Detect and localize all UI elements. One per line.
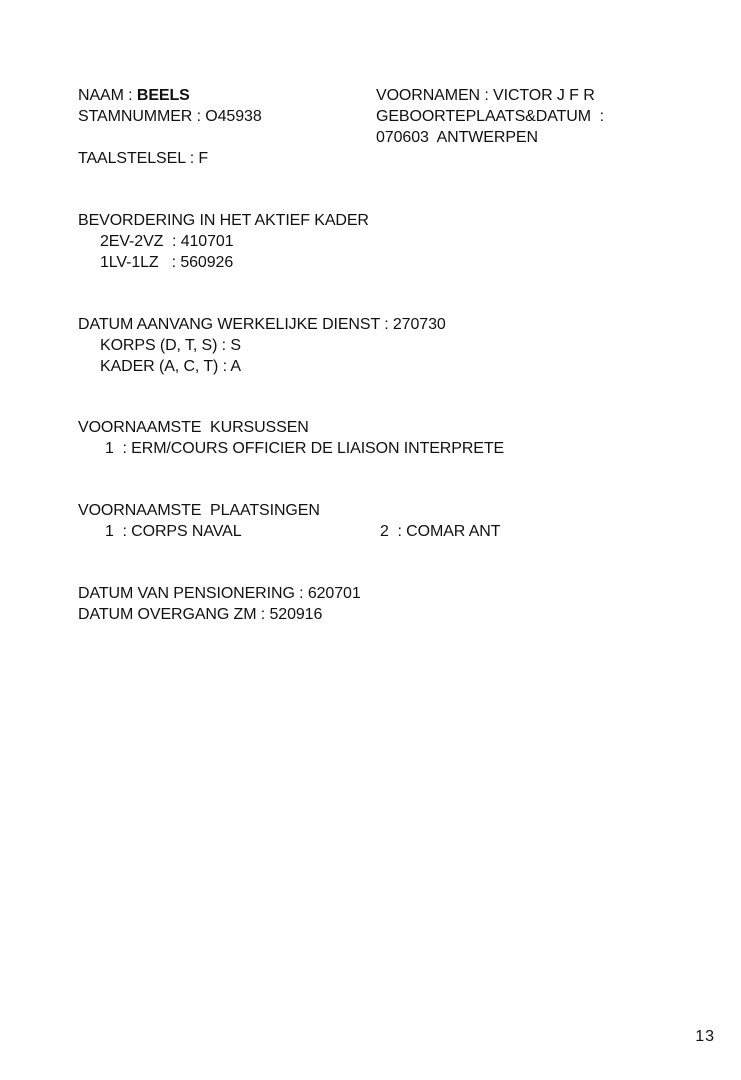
- taalstelsel-line: TAALSTELSEL : F: [78, 150, 209, 167]
- geboorte-label: GEBOORTEPLAATS&DATUM :: [376, 108, 604, 125]
- kader-line: KADER (A, C, T) : A: [100, 358, 241, 375]
- name-line: [78, 86, 190, 106]
- bevordering-row: 2EV-2VZ : 410701: [100, 233, 234, 250]
- plaatsingen-title: VOORNAAMSTE PLAATSINGEN: [78, 502, 320, 519]
- kursus-item: 1 : ERM/COURS OFFICIER DE LIAISON INTERPRETE: [105, 440, 505, 457]
- overgang-line: DATUM OVERGANG ZM : 520916: [78, 606, 323, 623]
- name-value: BEELS: [136, 87, 190, 104]
- bevordering-title: BEVORDERING IN HET AKTIEF KADER: [78, 212, 369, 229]
- geboorte-value: 070603 ANTWERPEN: [376, 129, 538, 146]
- korps-line: KORPS (D, T, S) : S: [100, 337, 241, 354]
- stamnummer-line: STAMNUMMER : O45938: [78, 108, 262, 125]
- voornamen-line: VOORNAMEN : VICTOR J F R: [376, 87, 595, 104]
- plaatsing-item: 1 : CORPS NAVAL: [105, 523, 242, 540]
- name-label: NAAM :: [78, 87, 137, 104]
- pensionering-line: DATUM VAN PENSIONERING : 620701: [78, 585, 361, 602]
- bevordering-row: 1LV-1LZ : 560926: [100, 254, 234, 271]
- dienst-title: DATUM AANVANG WERKELIJKE DIENST : 270730: [78, 316, 446, 333]
- kursussen-title: VOORNAAMSTE KURSUSSEN: [78, 419, 309, 436]
- page-number: 13: [695, 1028, 715, 1045]
- plaatsing-item: 2 : COMAR ANT: [380, 523, 501, 540]
